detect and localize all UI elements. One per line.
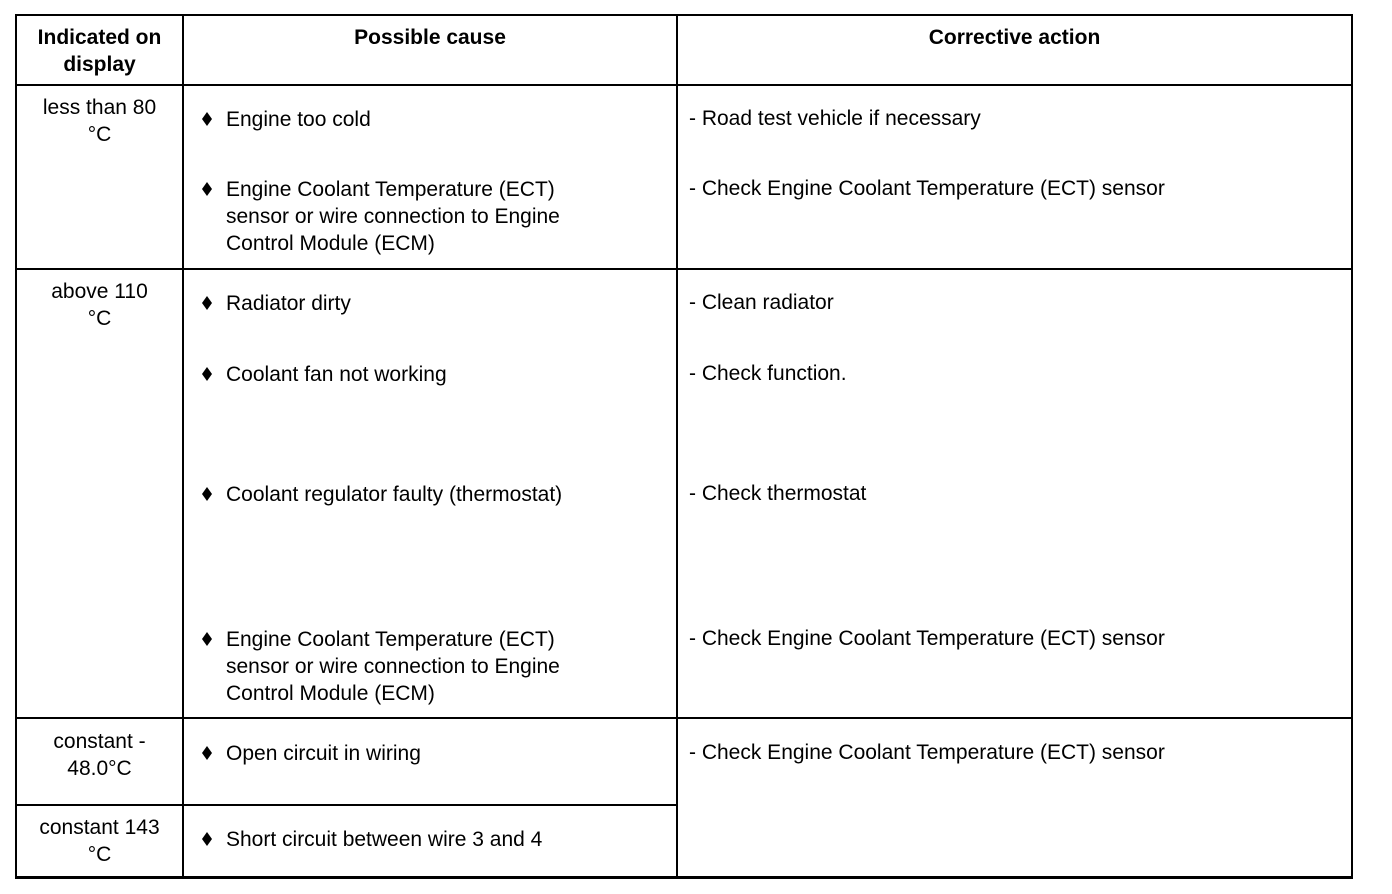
cause-text: Short circuit between wire 3 and 4: [226, 828, 543, 851]
cause-text: Engine too cold: [226, 108, 371, 131]
diamond-bullet-icon: [200, 745, 214, 761]
cause-text: Coolant fan not working: [226, 363, 447, 386]
diamond-bullet-icon: [200, 111, 214, 127]
diamond-bullet-icon: [200, 831, 214, 847]
diamond-bullet-icon: [200, 486, 214, 502]
cause-text: Open circuit in wiring: [226, 742, 421, 765]
table-border-top: [15, 14, 1353, 16]
row-divider-2: [15, 717, 1353, 719]
cause-text: Radiator dirty: [226, 292, 351, 315]
indicated-value: above 110 °C: [51, 280, 148, 330]
header-indicated-on-display: Indicated on display: [37, 26, 162, 76]
row-divider-3: [15, 804, 678, 806]
diamond-bullet-icon: [200, 181, 214, 197]
action-text: - Clean radiator: [689, 291, 834, 314]
table-border-bottom: [15, 876, 1353, 879]
action-text: - Check function.: [689, 362, 847, 385]
indicated-value: less than 80 °C: [42, 96, 157, 146]
row-divider-header: [15, 84, 1353, 86]
row-divider-1: [15, 268, 1353, 270]
action-text: - Check Engine Coolant Temperature (ECT) sensor: [689, 627, 1165, 650]
cause-text: Engine Coolant Temperature (ECT) sensor or wire connection to Engine Control Module (ECM): [226, 628, 560, 705]
indicated-value: constant 143 °C: [39, 816, 160, 866]
action-text: - Road test vehicle if necessary: [689, 107, 981, 130]
diamond-bullet-icon: [200, 366, 214, 382]
action-text: - Check thermostat: [689, 482, 867, 505]
table-border-right: [1351, 14, 1353, 879]
action-text: - Check Engine Coolant Temperature (ECT) sensor: [689, 741, 1165, 764]
header-corrective-action: Corrective action: [928, 26, 1101, 49]
indicated-value: constant - 48.0°C: [53, 730, 146, 780]
diamond-bullet-icon: [200, 295, 214, 311]
diamond-bullet-icon: [200, 631, 214, 647]
cause-text: Coolant regulator faulty (thermostat): [226, 483, 563, 506]
action-text: - Check Engine Coolant Temperature (ECT) sensor: [689, 177, 1165, 200]
cause-text: Engine Coolant Temperature (ECT) sensor or wire connection to Engine Control Module (ECM): [226, 178, 560, 255]
column-divider-2: [676, 14, 678, 879]
column-divider-1: [182, 14, 184, 879]
header-possible-cause: Possible cause: [354, 26, 506, 49]
